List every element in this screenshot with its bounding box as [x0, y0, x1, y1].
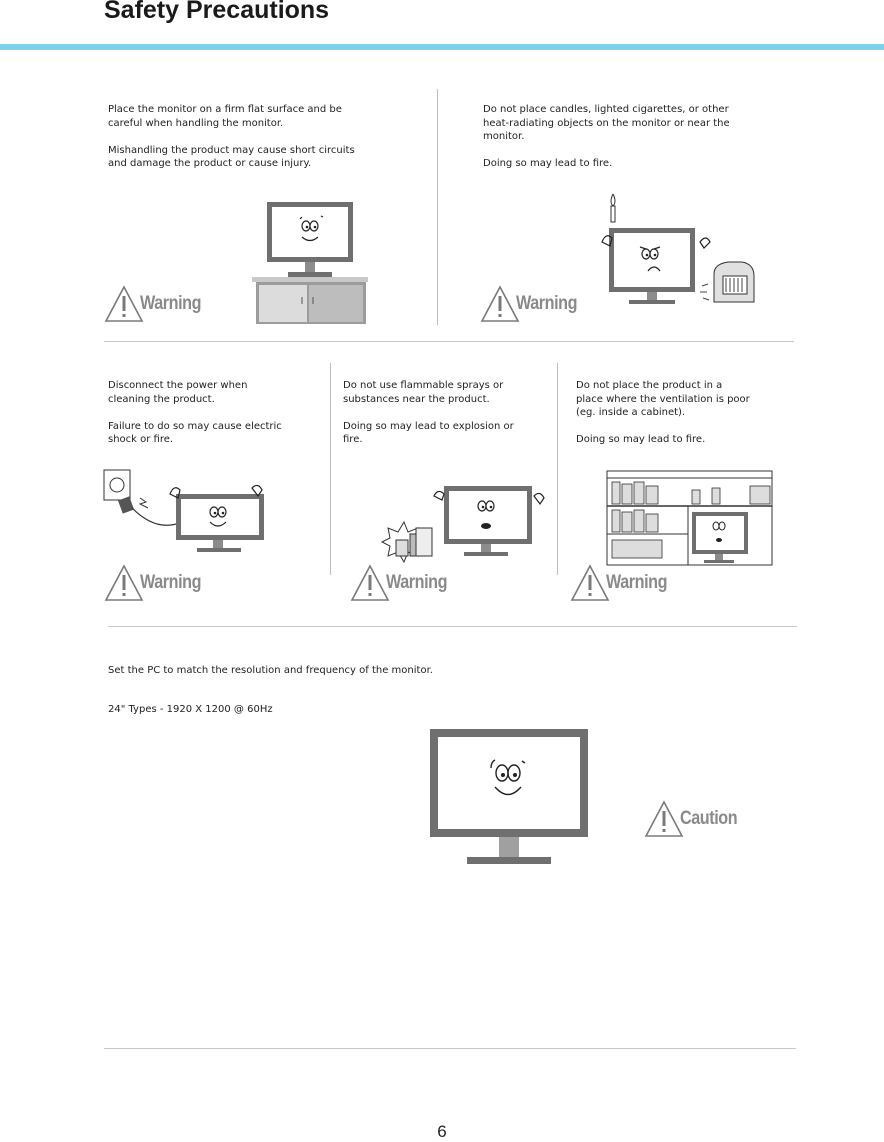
- column-divider: [557, 363, 558, 575]
- warning-triangle-icon: [104, 564, 144, 602]
- warning-label: Warning: [386, 572, 448, 593]
- row-divider: [104, 341, 794, 342]
- warning-label: Warning: [516, 293, 578, 314]
- section-1-text: Place the monitor on a firm flat surface and be careful when handling the monitor. Mishandling the product may cause short circuits and damage the product or cause injury.: [108, 104, 355, 170]
- warning-label: Warning: [606, 572, 668, 593]
- section-4-text: Do not use flammable sprays or substances near the product. Doing so may lead to explosion or fire.: [343, 380, 514, 446]
- warning-label: Warning: [140, 572, 202, 593]
- page-number: 6: [437, 1122, 447, 1141]
- warning-badge-4: [350, 564, 458, 602]
- caution-label: Caution: [680, 808, 738, 829]
- warning-triangle-icon: [570, 564, 610, 602]
- header-accent-bar: [0, 44, 884, 50]
- illustration-monitor-near-heater: [596, 192, 761, 307]
- resolution-instruction: Set the PC to match the resolution and frequency of the monitor.: [108, 665, 433, 676]
- caution-triangle-icon: [644, 800, 684, 838]
- illustration-monitor-unplug: [102, 468, 272, 558]
- warning-badge-5: [570, 564, 678, 602]
- resolution-spec: 24" Types - 1920 X 1200 @ 60Hz: [108, 704, 273, 715]
- illustration-monitor-happy: [429, 728, 589, 866]
- warning-triangle-icon: [350, 564, 390, 602]
- row-divider: [108, 626, 797, 627]
- column-divider: [437, 89, 438, 325]
- warning-label: Warning: [140, 293, 202, 314]
- section-2-text: Do not place candles, lighted cigarettes, or other heat-radiating objects on the monitor or near the monitor. Doing so may lead to fire.: [483, 104, 730, 170]
- warning-badge-1: [104, 285, 212, 323]
- section-3-text: Disconnect the power when cleaning the product. Failure to do so may cause electric shock or fire.: [108, 380, 282, 446]
- section-5-text: Do not place the product in a place where the ventilation is poor (eg. inside a cabinet). Doing so may lead to fire.: [576, 380, 750, 446]
- column-divider: [330, 363, 331, 575]
- illustration-monitor-on-cabinet: [250, 200, 370, 326]
- illustration-monitor-flammable: [378, 484, 548, 570]
- page-title: Safety Precautions: [104, 0, 330, 24]
- warning-badge-2: [480, 285, 588, 323]
- caution-badge: [644, 800, 747, 838]
- footer-divider: [104, 1048, 796, 1049]
- illustration-monitor-in-cabinet: [606, 470, 774, 568]
- warning-triangle-icon: [104, 285, 144, 323]
- warning-triangle-icon: [480, 285, 520, 323]
- warning-badge-3: [104, 564, 212, 602]
